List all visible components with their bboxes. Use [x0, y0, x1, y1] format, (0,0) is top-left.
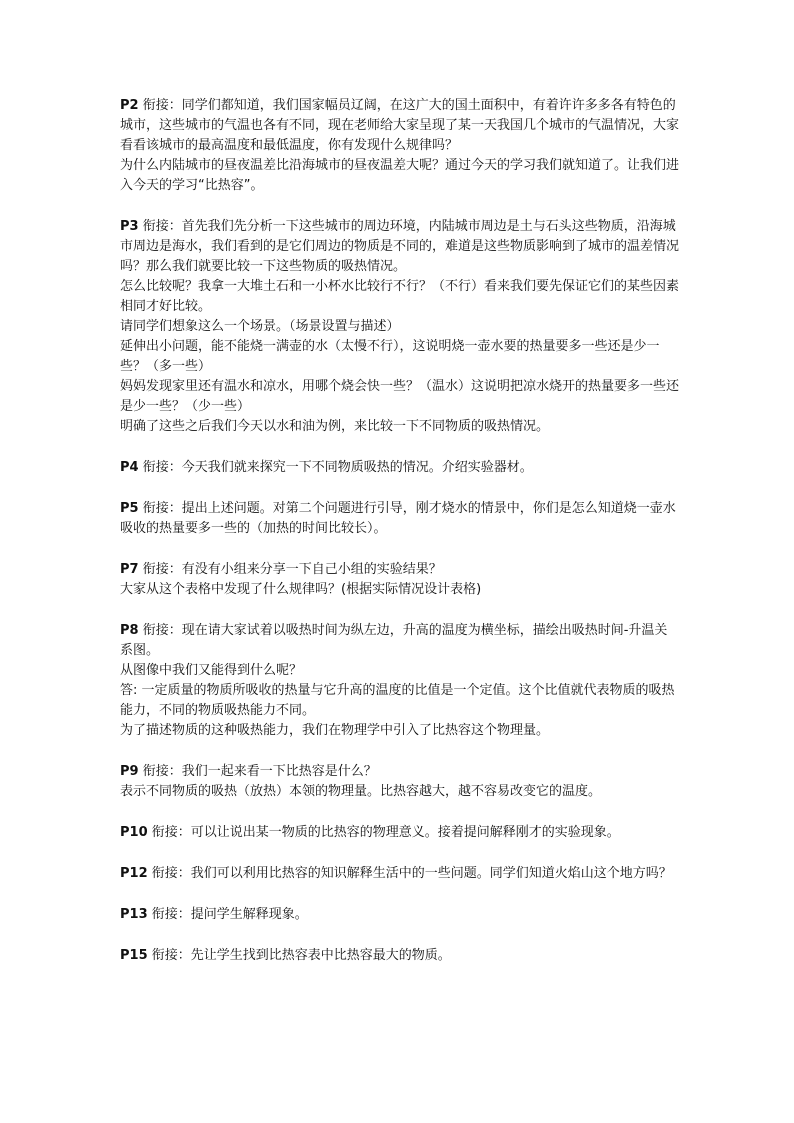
section-p9	[120, 762, 680, 802]
slide-tag: P15	[120, 948, 148, 963]
paragraph-text: 请同学们想象这么一个场景。（场景设置与描述）	[120, 319, 400, 334]
paragraph-text: 大家从这个表格中发现了什么规律吗？(根据实际情况设计表格)	[120, 582, 482, 597]
paragraph	[120, 277, 680, 317]
paragraph	[120, 782, 680, 802]
paragraph	[120, 377, 680, 417]
paragraph	[120, 317, 680, 337]
paragraph-text: 衔接：提问学生解释现象。	[151, 907, 308, 922]
slide-tag: P9	[120, 764, 139, 779]
paragraph	[120, 864, 680, 884]
paragraph	[120, 721, 680, 741]
paragraph	[120, 217, 680, 277]
section-p5	[120, 499, 680, 539]
paragraph-text: 衔接：提出上述问题。对第二个问题进行引导，刚才烧水的情景中，你们是怎么知道烧一壶水吸收的热量要多一些的（加热的时间比较长）。	[120, 501, 676, 536]
paragraph	[120, 621, 680, 661]
paragraph-text: 妈妈发现家里还有温水和凉水，用哪个烧会快一些？（温水）这说明把凉水烧开的热量要多一些还是少一些？（少一些）	[120, 379, 680, 414]
paragraph-text: 衔接：首先我们先分析一下这些城市的周边环境，内陆城市周边是土与石头这些物质，沿海城市周边是海水，我们看到的是它们周边的物质是不同的，难道是这些物质影响到了城市的温差情况吗？那么我们就要比较一下这些物质的吸热情况。	[120, 219, 680, 274]
section-p15	[120, 946, 680, 966]
paragraph-text: 衔接：有没有小组来分享一下自己小组的实验结果？	[142, 562, 442, 577]
paragraph-text: 明确了这些之后我们今天以水和油为例，来比较一下不同物质的吸热情况。	[120, 419, 550, 434]
paragraph-text: 表示不同物质的吸热（放热）本领的物理量。比热容越大，越不容易改变它的温度。	[120, 784, 602, 799]
paragraph	[120, 156, 680, 196]
paragraph-text: 衔接：我们一起来看一下比热容是什么？	[142, 764, 377, 779]
slide-tag: P7	[120, 562, 139, 577]
paragraph	[120, 96, 680, 156]
section-p12	[120, 864, 680, 884]
paragraph	[120, 337, 680, 377]
slide-tag: P5	[120, 501, 139, 516]
paragraph-text: 答: 一定质量的物质所吸收的热量与它升高的温度的比值是一个定值。这个比值就代表物质的吸热能力，不同的物质吸热能力不同。	[120, 683, 675, 718]
paragraph-text: 为了描述物质的这种吸热能力，我们在物理学中引入了比热容这个物理量。	[120, 723, 550, 738]
paragraph	[120, 681, 680, 721]
section-p7	[120, 560, 680, 600]
document-page	[120, 96, 680, 987]
paragraph-text: 衔接：我们可以利用比热容的知识解释生活中的一些问题。同学们知道火焰山这个地方吗？	[151, 866, 672, 881]
paragraph-text: 衔接：可以让说出某一物质的比热容的物理意义。接着提问解释刚才的实验现象。	[151, 825, 620, 840]
paragraph-text: 从图像中我们又能得到什么呢？	[120, 663, 303, 678]
slide-tag: P2	[120, 98, 139, 113]
paragraph	[120, 580, 680, 600]
paragraph	[120, 823, 680, 843]
paragraph	[120, 661, 680, 681]
slide-tag: P10	[120, 825, 148, 840]
paragraph	[120, 499, 680, 539]
slide-tag: P8	[120, 623, 139, 638]
paragraph-text: 衔接：今天我们就来探究一下不同物质吸热的情况。介绍实验器材。	[142, 460, 533, 475]
paragraph-text: 衔接：现在请大家试着以吸热时间为纵左边，升高的温度为横坐标，描绘出吸热时间-升温关系图。	[120, 623, 668, 658]
paragraph	[120, 417, 680, 437]
slide-tag: P13	[120, 907, 148, 922]
section-p10	[120, 823, 680, 843]
section-p3	[120, 217, 680, 437]
paragraph	[120, 560, 680, 580]
section-p2	[120, 96, 680, 196]
slide-tag: P4	[120, 460, 139, 475]
paragraph	[120, 762, 680, 782]
paragraph-text: 延伸出小问题，能不能烧一满壶的水（太慢不行），这说明烧一壶水要的热量要多一些还是少一些？（多一些）	[120, 339, 660, 374]
paragraph	[120, 458, 680, 478]
paragraph	[120, 905, 680, 925]
paragraph-text: 怎么比较呢？我拿一大堆土石和一小杯水比较行不行？（不行）看来我们要先保证它们的某些因素相同才好比较。	[120, 279, 680, 314]
paragraph-text: 为什么内陆城市的昼夜温差比沿海城市的昼夜温差大呢？通过今天的学习我们就知道了。让我们进入今天的学习“比热容”。	[120, 158, 680, 193]
paragraph	[120, 946, 680, 966]
slide-tag: P3	[120, 219, 139, 234]
paragraph-text: 衔接：同学们都知道，我们国家幅员辽阔，在这广大的国土面积中，有着许许多多各有特色的城市，这些城市的气温也各有不同，现在老师给大家呈现了某一天我国几个城市的气温情况，大家看看该城市的最高温度和最低温度，你有发现什么规律吗？	[120, 98, 680, 153]
section-p4	[120, 458, 680, 478]
section-p13	[120, 905, 680, 925]
section-p8	[120, 621, 680, 741]
paragraph-text: 衔接：先让学生找到比热容表中比热容最大的物质。	[151, 948, 451, 963]
slide-tag: P12	[120, 866, 148, 881]
